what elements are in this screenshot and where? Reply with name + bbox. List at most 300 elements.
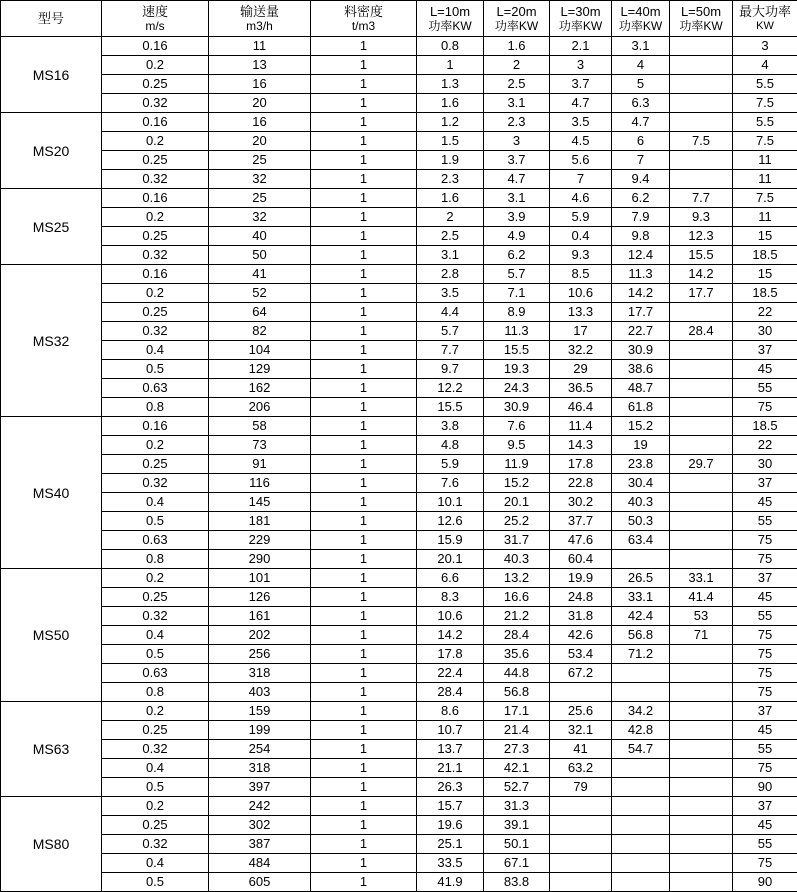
capacity-cell: 206 bbox=[209, 398, 311, 417]
power-50m-cell: 28.4 bbox=[670, 322, 733, 341]
power-50m-cell: 53 bbox=[670, 607, 733, 626]
table-row bbox=[1, 778, 797, 797]
power-10m-cell: 2.3 bbox=[417, 170, 484, 189]
power-30m-cell: 19.9 bbox=[550, 569, 612, 588]
table-row bbox=[1, 208, 797, 227]
power-30m-cell: 67.2 bbox=[550, 664, 612, 683]
power-40m-cell bbox=[612, 835, 670, 854]
model-cell: MS50 bbox=[1, 569, 102, 702]
density-cell: 1 bbox=[311, 493, 417, 512]
power-10m-cell: 12.6 bbox=[417, 512, 484, 531]
power-10m-cell: 3.1 bbox=[417, 246, 484, 265]
speed-cell: 0.4 bbox=[102, 854, 209, 873]
density-cell: 1 bbox=[311, 759, 417, 778]
table-row bbox=[1, 322, 797, 341]
density-cell: 1 bbox=[311, 113, 417, 132]
power-40m-cell: 42.4 bbox=[612, 607, 670, 626]
capacity-cell: 229 bbox=[209, 531, 311, 550]
header-power-30m-unit: 功率KW bbox=[558, 18, 603, 33]
power-40m-cell bbox=[612, 797, 670, 816]
max-power-cell: 90 bbox=[733, 873, 797, 892]
power-30m-cell: 63.2 bbox=[550, 759, 612, 778]
density-cell: 1 bbox=[311, 208, 417, 227]
power-40m-cell: 40.3 bbox=[612, 493, 670, 512]
density-cell: 1 bbox=[311, 550, 417, 569]
power-50m-cell: 14.2 bbox=[670, 265, 733, 284]
max-power-cell: 45 bbox=[733, 588, 797, 607]
power-50m-cell: 33.1 bbox=[670, 569, 733, 588]
header-power-20m-unit: 功率KW bbox=[494, 18, 539, 33]
speed-cell: 0.5 bbox=[102, 360, 209, 379]
speed-cell: 0.16 bbox=[102, 417, 209, 436]
density-cell: 1 bbox=[311, 398, 417, 417]
table-row bbox=[1, 797, 797, 816]
capacity-cell: 387 bbox=[209, 835, 311, 854]
power-30m-cell: 14.3 bbox=[550, 436, 612, 455]
power-30m-cell: 4.5 bbox=[550, 132, 612, 151]
table-row bbox=[1, 360, 797, 379]
speed-cell: 0.16 bbox=[102, 37, 209, 56]
density-cell: 1 bbox=[311, 588, 417, 607]
power-40m-cell: 6.2 bbox=[612, 189, 670, 208]
power-50m-cell bbox=[670, 854, 733, 873]
power-20m-cell: 3.1 bbox=[484, 189, 550, 208]
capacity-cell: 25 bbox=[209, 189, 311, 208]
header-density-label: 料密度 bbox=[343, 3, 383, 19]
table-row bbox=[1, 854, 797, 873]
power-10m-cell: 8.3 bbox=[417, 588, 484, 607]
power-30m-cell: 3 bbox=[550, 56, 612, 75]
capacity-cell: 403 bbox=[209, 683, 311, 702]
power-20m-cell: 13.2 bbox=[484, 569, 550, 588]
capacity-cell: 302 bbox=[209, 816, 311, 835]
power-30m-cell: 5.6 bbox=[550, 151, 612, 170]
table-row bbox=[1, 170, 797, 189]
model-cell: MS20 bbox=[1, 113, 102, 189]
capacity-cell: 162 bbox=[209, 379, 311, 398]
max-power-cell: 3 bbox=[733, 37, 797, 56]
power-10m-cell: 13.7 bbox=[417, 740, 484, 759]
header-speed bbox=[102, 1, 209, 37]
density-cell: 1 bbox=[311, 455, 417, 474]
power-20m-cell: 5.7 bbox=[484, 265, 550, 284]
power-50m-cell bbox=[670, 664, 733, 683]
power-20m-cell: 21.2 bbox=[484, 607, 550, 626]
power-20m-cell: 7.6 bbox=[484, 417, 550, 436]
power-50m-cell bbox=[670, 37, 733, 56]
speed-cell: 0.32 bbox=[102, 170, 209, 189]
density-cell: 1 bbox=[311, 151, 417, 170]
power-30m-cell: 37.7 bbox=[550, 512, 612, 531]
power-40m-cell: 23.8 bbox=[612, 455, 670, 474]
capacity-cell: 605 bbox=[209, 873, 311, 892]
max-power-cell: 75 bbox=[733, 626, 797, 645]
density-cell: 1 bbox=[311, 569, 417, 588]
power-20m-cell: 67.1 bbox=[484, 854, 550, 873]
capacity-cell: 104 bbox=[209, 341, 311, 360]
header-capacity-unit: m3/h bbox=[246, 18, 273, 33]
power-10m-cell: 14.2 bbox=[417, 626, 484, 645]
table-row bbox=[1, 284, 797, 303]
table-row bbox=[1, 550, 797, 569]
power-40m-cell: 22.7 bbox=[612, 322, 670, 341]
power-10m-cell: 0.8 bbox=[417, 37, 484, 56]
density-cell: 1 bbox=[311, 664, 417, 683]
power-50m-cell bbox=[670, 151, 733, 170]
density-cell: 1 bbox=[311, 265, 417, 284]
max-power-cell: 75 bbox=[733, 759, 797, 778]
power-10m-cell: 5.9 bbox=[417, 455, 484, 474]
density-cell: 1 bbox=[311, 56, 417, 75]
power-10m-cell: 28.4 bbox=[417, 683, 484, 702]
speed-cell: 0.8 bbox=[102, 550, 209, 569]
power-40m-cell: 3.1 bbox=[612, 37, 670, 56]
density-cell: 1 bbox=[311, 360, 417, 379]
speed-cell: 0.32 bbox=[102, 607, 209, 626]
capacity-cell: 129 bbox=[209, 360, 311, 379]
power-30m-cell: 41 bbox=[550, 740, 612, 759]
speed-cell: 0.16 bbox=[102, 113, 209, 132]
max-power-cell: 22 bbox=[733, 303, 797, 322]
table-row bbox=[1, 664, 797, 683]
header-power-30m bbox=[550, 1, 612, 37]
speed-cell: 0.4 bbox=[102, 626, 209, 645]
table-row bbox=[1, 75, 797, 94]
speed-cell: 0.2 bbox=[102, 436, 209, 455]
power-10m-cell: 4.4 bbox=[417, 303, 484, 322]
header-power-50m bbox=[670, 1, 733, 37]
max-power-cell: 11 bbox=[733, 170, 797, 189]
density-cell: 1 bbox=[311, 75, 417, 94]
table-row bbox=[1, 94, 797, 113]
capacity-cell: 64 bbox=[209, 303, 311, 322]
power-20m-cell: 15.2 bbox=[484, 474, 550, 493]
power-10m-cell: 1 bbox=[417, 56, 484, 75]
capacity-cell: 145 bbox=[209, 493, 311, 512]
max-power-cell: 7.5 bbox=[733, 132, 797, 151]
header-power-50m-label: L=50m bbox=[680, 3, 722, 19]
power-20m-cell: 8.9 bbox=[484, 303, 550, 322]
table-row bbox=[1, 303, 797, 322]
power-50m-cell bbox=[670, 379, 733, 398]
power-20m-cell: 28.4 bbox=[484, 626, 550, 645]
density-cell: 1 bbox=[311, 873, 417, 892]
capacity-cell: 202 bbox=[209, 626, 311, 645]
power-10m-cell: 19.6 bbox=[417, 816, 484, 835]
speed-cell: 0.4 bbox=[102, 493, 209, 512]
header-power-40m-label: L=40m bbox=[620, 3, 661, 19]
power-20m-cell: 20.1 bbox=[484, 493, 550, 512]
power-30m-cell: 10.6 bbox=[550, 284, 612, 303]
max-power-cell: 45 bbox=[733, 721, 797, 740]
max-power-cell: 22 bbox=[733, 436, 797, 455]
power-50m-cell bbox=[670, 816, 733, 835]
power-40m-cell: 4 bbox=[612, 56, 670, 75]
power-50m-cell bbox=[670, 75, 733, 94]
power-20m-cell: 2.3 bbox=[484, 113, 550, 132]
density-cell: 1 bbox=[311, 683, 417, 702]
power-30m-cell: 36.5 bbox=[550, 379, 612, 398]
power-20m-cell: 39.1 bbox=[484, 816, 550, 835]
capacity-cell: 91 bbox=[209, 455, 311, 474]
power-30m-cell: 60.4 bbox=[550, 550, 612, 569]
model-cell: MS40 bbox=[1, 417, 102, 569]
speed-cell: 0.25 bbox=[102, 455, 209, 474]
power-10m-cell: 25.1 bbox=[417, 835, 484, 854]
power-40m-cell: 38.6 bbox=[612, 360, 670, 379]
power-30m-cell: 4.7 bbox=[550, 94, 612, 113]
capacity-cell: 199 bbox=[209, 721, 311, 740]
power-40m-cell bbox=[612, 683, 670, 702]
power-50m-cell bbox=[670, 417, 733, 436]
power-10m-cell: 1.5 bbox=[417, 132, 484, 151]
capacity-cell: 242 bbox=[209, 797, 311, 816]
max-power-cell: 55 bbox=[733, 607, 797, 626]
power-20m-cell: 52.7 bbox=[484, 778, 550, 797]
header-power-30m-label: L=30m bbox=[560, 3, 601, 19]
header-model bbox=[1, 1, 102, 37]
power-50m-cell bbox=[670, 94, 733, 113]
power-40m-cell: 5 bbox=[612, 75, 670, 94]
power-30m-cell: 25.6 bbox=[550, 702, 612, 721]
power-20m-cell: 3 bbox=[484, 132, 550, 151]
power-30m-cell: 11.4 bbox=[550, 417, 612, 436]
density-cell: 1 bbox=[311, 284, 417, 303]
power-50m-cell bbox=[670, 835, 733, 854]
power-10m-cell: 15.9 bbox=[417, 531, 484, 550]
power-30m-cell bbox=[550, 816, 612, 835]
table-row bbox=[1, 645, 797, 664]
speed-cell: 0.32 bbox=[102, 835, 209, 854]
max-power-cell: 90 bbox=[733, 778, 797, 797]
header-capacity-label: 输送量 bbox=[239, 3, 279, 19]
model-cell: MS16 bbox=[1, 37, 102, 113]
speed-cell: 0.5 bbox=[102, 512, 209, 531]
max-power-cell: 7.5 bbox=[733, 94, 797, 113]
power-50m-cell bbox=[670, 56, 733, 75]
max-power-cell: 15 bbox=[733, 265, 797, 284]
power-40m-cell: 34.2 bbox=[612, 702, 670, 721]
density-cell: 1 bbox=[311, 835, 417, 854]
speed-cell: 0.25 bbox=[102, 227, 209, 246]
power-40m-cell: 17.7 bbox=[612, 303, 670, 322]
max-power-cell: 75 bbox=[733, 398, 797, 417]
max-power-cell: 75 bbox=[733, 683, 797, 702]
max-power-cell: 37 bbox=[733, 797, 797, 816]
capacity-cell: 32 bbox=[209, 170, 311, 189]
power-10m-cell: 12.2 bbox=[417, 379, 484, 398]
speed-cell: 0.2 bbox=[102, 56, 209, 75]
speed-cell: 0.2 bbox=[102, 569, 209, 588]
speed-cell: 0.32 bbox=[102, 246, 209, 265]
power-50m-cell bbox=[670, 170, 733, 189]
density-cell: 1 bbox=[311, 797, 417, 816]
table-row bbox=[1, 588, 797, 607]
header-max-power-label: 最大功率 bbox=[738, 3, 791, 19]
power-30m-cell: 53.4 bbox=[550, 645, 612, 664]
power-10m-cell: 2.8 bbox=[417, 265, 484, 284]
power-40m-cell: 26.5 bbox=[612, 569, 670, 588]
power-20m-cell: 11.9 bbox=[484, 455, 550, 474]
density-cell: 1 bbox=[311, 626, 417, 645]
power-30m-cell: 17.8 bbox=[550, 455, 612, 474]
speed-cell: 0.5 bbox=[102, 645, 209, 664]
speed-cell: 0.2 bbox=[102, 284, 209, 303]
table-row bbox=[1, 835, 797, 854]
max-power-cell: 5.5 bbox=[733, 75, 797, 94]
table-row bbox=[1, 873, 797, 892]
capacity-cell: 13 bbox=[209, 56, 311, 75]
power-20m-cell: 50.1 bbox=[484, 835, 550, 854]
power-20m-cell: 40.3 bbox=[484, 550, 550, 569]
density-cell: 1 bbox=[311, 94, 417, 113]
density-cell: 1 bbox=[311, 778, 417, 797]
speed-cell: 0.63 bbox=[102, 664, 209, 683]
max-power-cell: 30 bbox=[733, 322, 797, 341]
density-cell: 1 bbox=[311, 189, 417, 208]
power-40m-cell: 42.8 bbox=[612, 721, 670, 740]
power-10m-cell: 33.5 bbox=[417, 854, 484, 873]
power-50m-cell bbox=[670, 550, 733, 569]
table-row bbox=[1, 816, 797, 835]
power-20m-cell: 3.9 bbox=[484, 208, 550, 227]
power-20m-cell: 2.5 bbox=[484, 75, 550, 94]
power-20m-cell: 44.8 bbox=[484, 664, 550, 683]
power-50m-cell bbox=[670, 360, 733, 379]
max-power-cell: 37 bbox=[733, 474, 797, 493]
power-40m-cell: 4.7 bbox=[612, 113, 670, 132]
power-50m-cell: 17.7 bbox=[670, 284, 733, 303]
power-50m-cell bbox=[670, 341, 733, 360]
speed-cell: 0.5 bbox=[102, 873, 209, 892]
power-20m-cell: 3.7 bbox=[484, 151, 550, 170]
density-cell: 1 bbox=[311, 721, 417, 740]
power-20m-cell: 4.9 bbox=[484, 227, 550, 246]
capacity-cell: 101 bbox=[209, 569, 311, 588]
power-40m-cell bbox=[612, 664, 670, 683]
speed-cell: 0.25 bbox=[102, 588, 209, 607]
power-30m-cell bbox=[550, 683, 612, 702]
capacity-cell: 161 bbox=[209, 607, 311, 626]
table-row bbox=[1, 721, 797, 740]
capacity-cell: 290 bbox=[209, 550, 311, 569]
table-row bbox=[1, 246, 797, 265]
power-10m-cell: 17.8 bbox=[417, 645, 484, 664]
power-50m-cell bbox=[670, 778, 733, 797]
power-20m-cell: 15.5 bbox=[484, 341, 550, 360]
max-power-cell: 55 bbox=[733, 512, 797, 531]
power-50m-cell: 9.3 bbox=[670, 208, 733, 227]
power-40m-cell bbox=[612, 816, 670, 835]
speed-cell: 0.63 bbox=[102, 379, 209, 398]
power-40m-cell: 12.4 bbox=[612, 246, 670, 265]
capacity-cell: 318 bbox=[209, 759, 311, 778]
header-capacity bbox=[209, 1, 311, 37]
power-50m-cell bbox=[670, 493, 733, 512]
power-30m-cell: 24.8 bbox=[550, 588, 612, 607]
density-cell: 1 bbox=[311, 474, 417, 493]
power-50m-cell: 41.4 bbox=[670, 588, 733, 607]
capacity-cell: 82 bbox=[209, 322, 311, 341]
table-row bbox=[1, 512, 797, 531]
density-cell: 1 bbox=[311, 436, 417, 455]
power-10m-cell: 10.1 bbox=[417, 493, 484, 512]
table-row bbox=[1, 626, 797, 645]
header-power-40m-unit: 功率KW bbox=[618, 18, 663, 33]
speed-cell: 0.25 bbox=[102, 721, 209, 740]
power-40m-cell: 14.2 bbox=[612, 284, 670, 303]
power-20m-cell: 83.8 bbox=[484, 873, 550, 892]
model-cell: MS63 bbox=[1, 702, 102, 797]
power-40m-cell: 11.3 bbox=[612, 265, 670, 284]
max-power-cell: 7.5 bbox=[733, 189, 797, 208]
power-10m-cell: 1.3 bbox=[417, 75, 484, 94]
capacity-cell: 256 bbox=[209, 645, 311, 664]
capacity-cell: 318 bbox=[209, 664, 311, 683]
power-20m-cell: 56.8 bbox=[484, 683, 550, 702]
power-40m-cell: 50.3 bbox=[612, 512, 670, 531]
capacity-cell: 181 bbox=[209, 512, 311, 531]
power-20m-cell: 16.6 bbox=[484, 588, 550, 607]
power-40m-cell: 6.3 bbox=[612, 94, 670, 113]
capacity-cell: 397 bbox=[209, 778, 311, 797]
speed-cell: 0.63 bbox=[102, 531, 209, 550]
capacity-cell: 41 bbox=[209, 265, 311, 284]
capacity-cell: 73 bbox=[209, 436, 311, 455]
max-power-cell: 75 bbox=[733, 645, 797, 664]
power-20m-cell: 1.6 bbox=[484, 37, 550, 56]
table-row bbox=[1, 759, 797, 778]
power-40m-cell: 63.4 bbox=[612, 531, 670, 550]
power-20m-cell: 3.1 bbox=[484, 94, 550, 113]
density-cell: 1 bbox=[311, 531, 417, 550]
capacity-cell: 484 bbox=[209, 854, 311, 873]
power-40m-cell: 61.8 bbox=[612, 398, 670, 417]
table-row bbox=[1, 683, 797, 702]
power-30m-cell: 3.5 bbox=[550, 113, 612, 132]
model-cell: MS80 bbox=[1, 797, 102, 892]
power-30m-cell: 0.4 bbox=[550, 227, 612, 246]
speed-cell: 0.8 bbox=[102, 398, 209, 417]
power-20m-cell: 9.5 bbox=[484, 436, 550, 455]
power-40m-cell: 7.9 bbox=[612, 208, 670, 227]
table-row bbox=[1, 132, 797, 151]
max-power-cell: 45 bbox=[733, 360, 797, 379]
power-30m-cell bbox=[550, 797, 612, 816]
power-30m-cell bbox=[550, 854, 612, 873]
max-power-cell: 45 bbox=[733, 816, 797, 835]
density-cell: 1 bbox=[311, 227, 417, 246]
capacity-cell: 25 bbox=[209, 151, 311, 170]
power-50m-cell bbox=[670, 512, 733, 531]
speed-cell: 0.32 bbox=[102, 94, 209, 113]
header-row bbox=[1, 1, 797, 37]
capacity-cell: 40 bbox=[209, 227, 311, 246]
power-30m-cell: 3.7 bbox=[550, 75, 612, 94]
max-power-cell: 18.5 bbox=[733, 417, 797, 436]
density-cell: 1 bbox=[311, 322, 417, 341]
power-20m-cell: 25.2 bbox=[484, 512, 550, 531]
power-30m-cell bbox=[550, 873, 612, 892]
power-10m-cell: 22.4 bbox=[417, 664, 484, 683]
density-cell: 1 bbox=[311, 37, 417, 56]
power-30m-cell: 9.3 bbox=[550, 246, 612, 265]
power-50m-cell: 15.5 bbox=[670, 246, 733, 265]
power-10m-cell: 20.1 bbox=[417, 550, 484, 569]
capacity-cell: 32 bbox=[209, 208, 311, 227]
table-row bbox=[1, 493, 797, 512]
speed-cell: 0.25 bbox=[102, 303, 209, 322]
